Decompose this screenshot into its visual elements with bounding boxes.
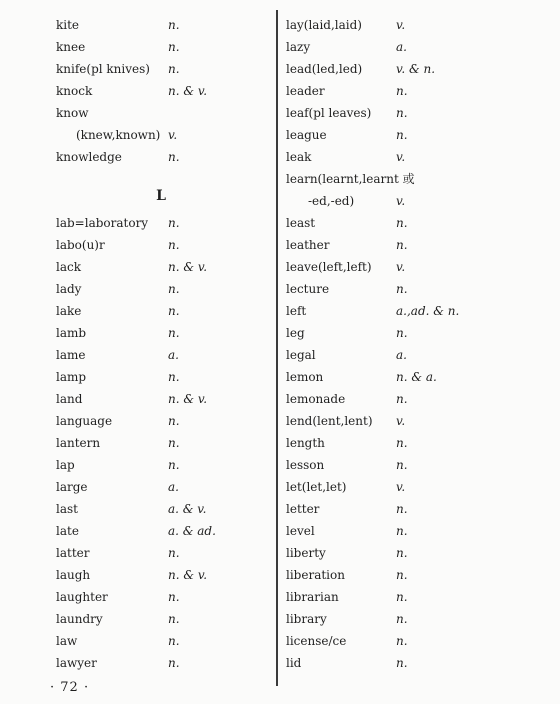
entry-row bbox=[286, 300, 536, 322]
entry-row bbox=[286, 432, 536, 454]
entry-word: lake bbox=[56, 304, 82, 318]
entry-row bbox=[286, 168, 536, 190]
entry-row bbox=[56, 234, 266, 256]
entry-word: (knew,known) bbox=[76, 128, 161, 142]
entry-word: liberation bbox=[286, 568, 345, 582]
entry-row bbox=[56, 586, 266, 608]
entry-part-of-speech: n. bbox=[168, 656, 180, 670]
entry-part-of-speech: n. bbox=[168, 634, 180, 648]
entry-part-of-speech: n. bbox=[168, 370, 180, 384]
entry-word: let(let,let) bbox=[286, 480, 347, 494]
entry-row bbox=[56, 278, 266, 300]
entry-part-of-speech: v. bbox=[396, 260, 406, 274]
entry-row bbox=[56, 608, 266, 630]
entry-row bbox=[56, 630, 266, 652]
entry-part-of-speech: n. bbox=[168, 590, 180, 604]
entry-row bbox=[56, 410, 266, 432]
entry-row bbox=[286, 124, 536, 146]
entry-word: letter bbox=[286, 502, 320, 516]
entry-part-of-speech: n. & v. bbox=[168, 392, 208, 406]
entry-row bbox=[286, 498, 536, 520]
entry-part-of-speech: n. bbox=[168, 436, 180, 450]
entry-row bbox=[286, 388, 536, 410]
entry-row bbox=[286, 476, 536, 498]
column-divider bbox=[276, 10, 278, 686]
entry-word: length bbox=[286, 436, 325, 450]
entry-part-of-speech: n. bbox=[396, 458, 408, 472]
entry-part-of-speech: v. bbox=[396, 194, 406, 208]
entry-word: knife(pl knives) bbox=[56, 62, 150, 76]
entry-word: knock bbox=[56, 84, 93, 98]
entry-word: leg bbox=[286, 326, 305, 340]
entry-part-of-speech: n. bbox=[168, 62, 180, 76]
entry-row bbox=[56, 212, 266, 234]
entry-word: leave(left,left) bbox=[286, 260, 372, 274]
entry-row bbox=[286, 608, 536, 630]
entry-part-of-speech: n. bbox=[168, 18, 180, 32]
entry-word: lack bbox=[56, 260, 81, 274]
entry-word: last bbox=[56, 502, 78, 516]
entry-word: large bbox=[56, 480, 88, 494]
entry-part-of-speech: n. bbox=[168, 282, 180, 296]
entry-row bbox=[56, 80, 266, 102]
entry-word: late bbox=[56, 524, 79, 538]
entry-row bbox=[286, 36, 536, 58]
entry-row bbox=[56, 652, 266, 674]
entry-part-of-speech: a. bbox=[168, 348, 179, 362]
entry-word: laundry bbox=[56, 612, 103, 626]
entry-part-of-speech: n. bbox=[396, 128, 408, 142]
entry-row bbox=[286, 454, 536, 476]
entry-word: kite bbox=[56, 18, 80, 32]
entry-row bbox=[56, 344, 266, 366]
entry-word: left bbox=[286, 304, 307, 318]
entry-row bbox=[56, 498, 266, 520]
entry-part-of-speech: a. & ad. bbox=[168, 524, 216, 538]
entry-row bbox=[56, 146, 266, 168]
entry-word: lemonade bbox=[286, 392, 346, 406]
entry-row bbox=[286, 410, 536, 432]
entry-part-of-speech: n. bbox=[168, 546, 180, 560]
entry-row bbox=[56, 454, 266, 476]
entry-part-of-speech: n. bbox=[168, 458, 180, 472]
entry-word: knowledge bbox=[56, 150, 122, 164]
entry-word: lead(led,led) bbox=[286, 62, 363, 76]
entry-word: language bbox=[56, 414, 113, 428]
entry-row bbox=[286, 542, 536, 564]
entry-word: knee bbox=[56, 40, 86, 54]
entry-part-of-speech: n. bbox=[168, 326, 180, 340]
right-entries bbox=[286, 14, 536, 674]
entry-word: lantern bbox=[56, 436, 101, 450]
entry-row bbox=[56, 432, 266, 454]
entry-word: lesson bbox=[286, 458, 325, 472]
entry-part-of-speech: n. bbox=[168, 150, 180, 164]
entry-row bbox=[286, 146, 536, 168]
entry-word: library bbox=[286, 612, 327, 626]
entry-word: law bbox=[56, 634, 78, 648]
entry-word: lamb bbox=[56, 326, 87, 340]
entry-part-of-speech: n. bbox=[168, 304, 180, 318]
entry-part-of-speech: a. bbox=[396, 40, 407, 54]
entry-part-of-speech: n. bbox=[168, 612, 180, 626]
entry-part-of-speech: n. bbox=[396, 84, 408, 98]
entry-row bbox=[56, 300, 266, 322]
entry-row bbox=[56, 388, 266, 410]
entry-row bbox=[286, 630, 536, 652]
entry-word: -ed,-ed) bbox=[308, 194, 355, 208]
entry-row bbox=[286, 212, 536, 234]
entry-word: land bbox=[56, 392, 83, 406]
entry-word: license/ce bbox=[286, 634, 347, 648]
entry-row bbox=[286, 102, 536, 124]
entry-word: lid bbox=[286, 656, 302, 670]
entry-part-of-speech: n. & v. bbox=[168, 568, 208, 582]
entry-word: lady bbox=[56, 282, 82, 296]
entry-word: lay(laid,laid) bbox=[286, 18, 362, 32]
entry-part-of-speech: n. bbox=[396, 590, 408, 604]
entry-part-of-speech: n. bbox=[168, 238, 180, 252]
entry-word: lazy bbox=[286, 40, 311, 54]
entry-part-of-speech: n. bbox=[396, 634, 408, 648]
entry-part-of-speech: n. bbox=[396, 238, 408, 252]
entry-row bbox=[56, 14, 266, 36]
entry-word: laughter bbox=[56, 590, 108, 604]
entry-row bbox=[286, 652, 536, 674]
entry-word: leak bbox=[286, 150, 312, 164]
entry-part-of-speech: a. bbox=[168, 480, 179, 494]
entry-row bbox=[286, 190, 536, 212]
entry-row bbox=[286, 234, 536, 256]
entry-word: leather bbox=[286, 238, 330, 252]
entry-part-of-speech: v. & n. bbox=[396, 62, 436, 76]
entry-row bbox=[56, 256, 266, 278]
entry-part-of-speech: a. & v. bbox=[168, 502, 207, 516]
entry-word: laugh bbox=[56, 568, 91, 582]
entry-part-of-speech: n. bbox=[396, 546, 408, 560]
entry-row bbox=[286, 80, 536, 102]
entry-part-of-speech: n. bbox=[168, 216, 180, 230]
entry-row bbox=[286, 586, 536, 608]
entry-part-of-speech: a.,ad. & n. bbox=[396, 304, 460, 318]
left-entries-l bbox=[56, 212, 266, 674]
entry-row bbox=[286, 58, 536, 80]
entry-word: lap bbox=[56, 458, 75, 472]
entry-part-of-speech: a. bbox=[396, 348, 407, 362]
entry-word: librarian bbox=[286, 590, 339, 604]
entry-part-of-speech: n. bbox=[396, 656, 408, 670]
entry-part-of-speech: v. bbox=[396, 480, 406, 494]
entry-row bbox=[56, 366, 266, 388]
entry-word: lawyer bbox=[56, 656, 97, 670]
entry-word: legal bbox=[286, 348, 316, 362]
entry-row bbox=[286, 322, 536, 344]
page-number: · 72 · bbox=[50, 680, 90, 695]
entry-word: know bbox=[56, 106, 89, 120]
entry-word: learn(learnt,learnt 或 bbox=[286, 172, 415, 186]
entry-word: leaf(pl leaves) bbox=[286, 106, 372, 120]
entry-row bbox=[286, 278, 536, 300]
entry-part-of-speech: n. & v. bbox=[168, 260, 208, 274]
entry-row bbox=[286, 256, 536, 278]
entry-word: lab=laboratory bbox=[56, 216, 149, 230]
entry-word: lend(lent,lent) bbox=[286, 414, 373, 428]
entry-word: lecture bbox=[286, 282, 330, 296]
entry-row bbox=[56, 520, 266, 542]
entry-row bbox=[286, 564, 536, 586]
entry-part-of-speech: n. bbox=[396, 612, 408, 626]
left-column bbox=[56, 14, 266, 674]
entry-part-of-speech: n. bbox=[396, 392, 408, 406]
entry-row bbox=[56, 124, 266, 146]
entry-word: league bbox=[286, 128, 327, 142]
entry-part-of-speech: n. & v. bbox=[168, 84, 208, 98]
entry-word: lemon bbox=[286, 370, 324, 384]
entry-part-of-speech: n. bbox=[168, 414, 180, 428]
entry-word: labo(u)r bbox=[56, 238, 105, 252]
entry-part-of-speech: n. bbox=[396, 436, 408, 450]
entry-word: lamp bbox=[56, 370, 87, 384]
entry-part-of-speech: n. bbox=[396, 106, 408, 120]
entry-row bbox=[56, 36, 266, 58]
entry-part-of-speech: n. bbox=[396, 568, 408, 582]
entry-part-of-speech: v. bbox=[396, 150, 406, 164]
entry-part-of-speech: n. bbox=[396, 326, 408, 340]
entry-row bbox=[286, 520, 536, 542]
entry-word: level bbox=[286, 524, 315, 538]
entry-row bbox=[286, 344, 536, 366]
entry-word: liberty bbox=[286, 546, 326, 560]
entry-row bbox=[56, 542, 266, 564]
entry-row bbox=[56, 58, 266, 80]
entry-part-of-speech: n. bbox=[396, 524, 408, 538]
section-letter: L bbox=[156, 188, 166, 204]
entry-part-of-speech: v. bbox=[396, 18, 406, 32]
entry-word: lame bbox=[56, 348, 86, 362]
entry-row bbox=[286, 14, 536, 36]
entry-row bbox=[286, 366, 536, 388]
entry-part-of-speech: n. bbox=[168, 40, 180, 54]
entry-row bbox=[56, 322, 266, 344]
right-column bbox=[286, 14, 536, 674]
entry-row bbox=[56, 102, 266, 124]
entry-part-of-speech: n. bbox=[396, 216, 408, 230]
entry-part-of-speech: n. bbox=[396, 502, 408, 516]
entry-word: leader bbox=[286, 84, 325, 98]
entry-row bbox=[56, 564, 266, 586]
left-entries-k bbox=[56, 14, 266, 168]
entry-part-of-speech: v. bbox=[396, 414, 406, 428]
entry-part-of-speech: n. & a. bbox=[396, 370, 437, 384]
entry-part-of-speech: n. bbox=[396, 282, 408, 296]
entry-word: least bbox=[286, 216, 316, 230]
entry-row bbox=[56, 476, 266, 498]
entry-word: latter bbox=[56, 546, 90, 560]
entry-part-of-speech: v. bbox=[168, 128, 178, 142]
